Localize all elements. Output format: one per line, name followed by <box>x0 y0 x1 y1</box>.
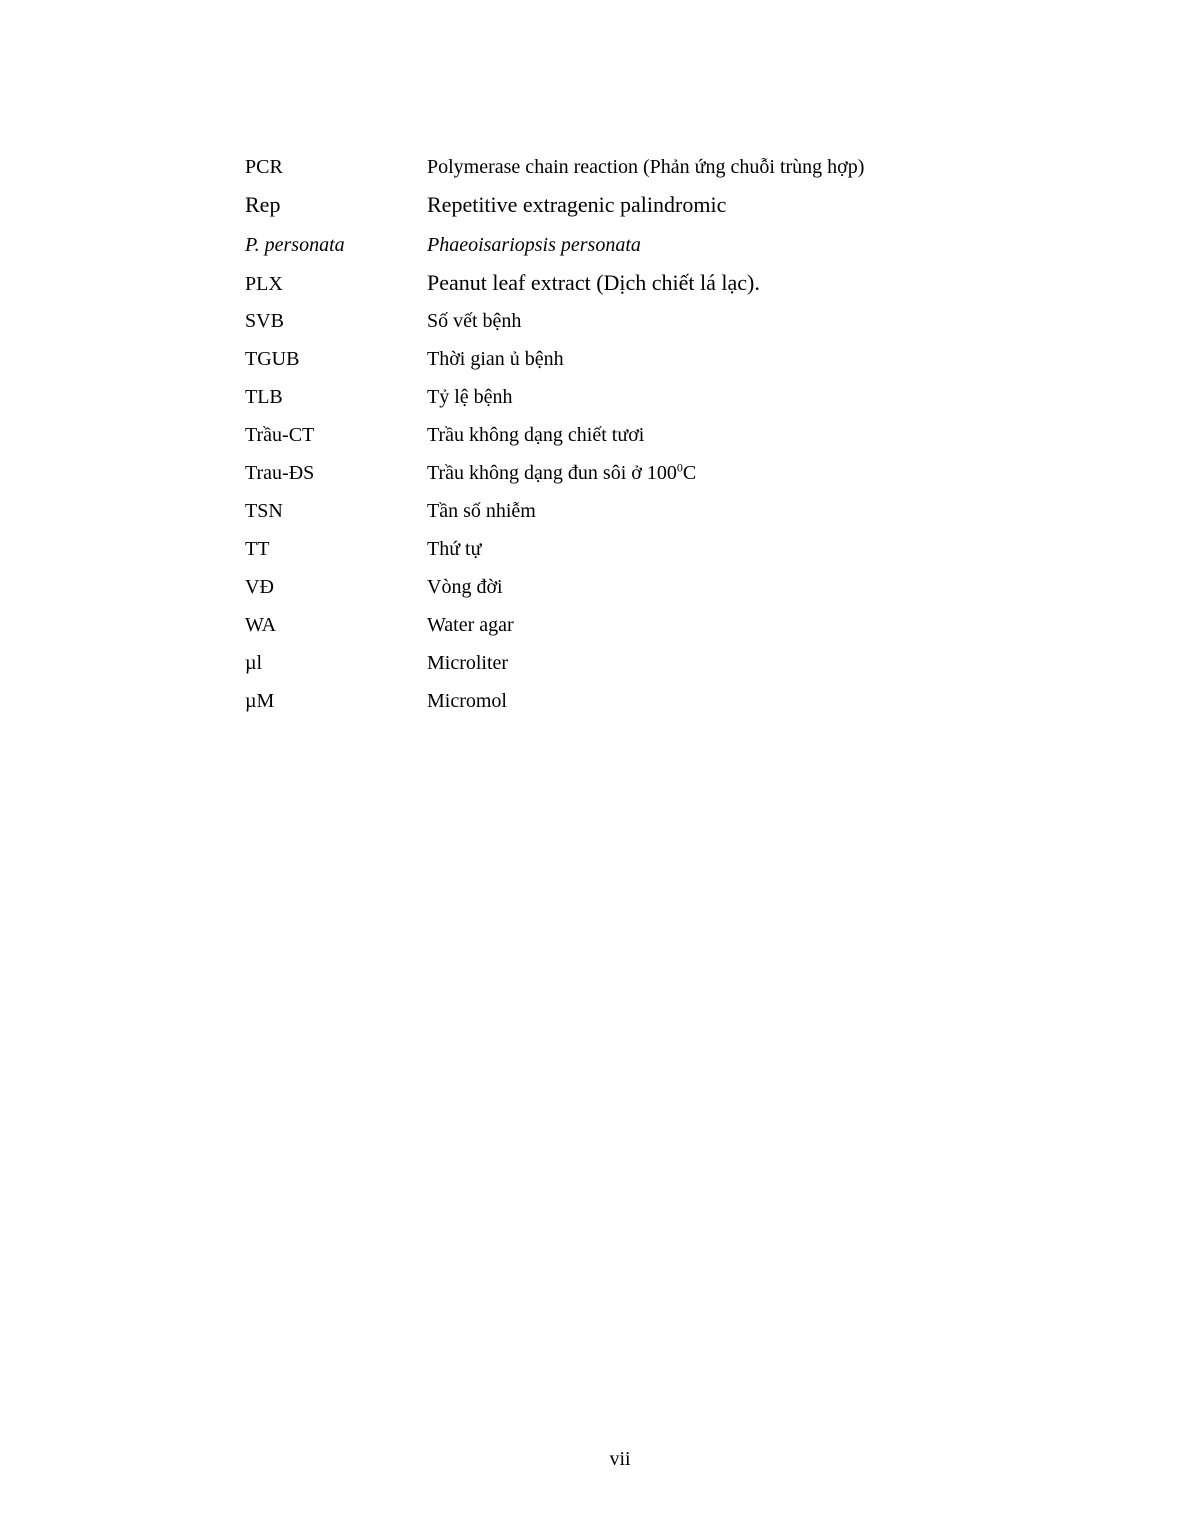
abbreviation-row <box>245 382 945 420</box>
abbreviation-term: µl <box>245 652 263 674</box>
abbreviation-row <box>245 268 945 306</box>
abbreviation-term: TT <box>245 538 270 560</box>
abbreviation-row <box>245 496 945 534</box>
abbreviation-term: PCR <box>245 156 283 178</box>
abbreviation-row <box>245 420 945 458</box>
abbreviation-definition: Tần số nhiễm <box>427 500 536 522</box>
abbreviation-term: PLX <box>245 273 283 295</box>
abbreviation-definition: Thời gian ủ bệnh <box>427 348 564 370</box>
abbreviation-row <box>245 648 945 686</box>
abbreviation-definition: Water agar <box>427 614 514 636</box>
superscript: 0 <box>676 460 683 475</box>
page-number: vii <box>609 1448 631 1470</box>
abbreviation-term: µM <box>245 690 275 712</box>
definition-unit: C <box>682 462 697 484</box>
abbreviation-row <box>245 344 945 382</box>
abbreviation-definition: Microliter <box>427 652 509 674</box>
abbreviation-definition <box>427 458 945 488</box>
abbreviation-definition: Trầu không dạng chiết tươi <box>427 424 645 446</box>
abbreviation-definition: Vòng đời <box>427 576 503 598</box>
abbreviation-term: Trầu-CT <box>245 424 315 446</box>
definition-text: Trầu không dạng đun sôi ở 100 <box>427 462 677 484</box>
abbreviation-term: WA <box>245 614 277 636</box>
abbreviation-row <box>245 230 945 268</box>
abbreviation-term: Rep <box>245 192 281 217</box>
abbreviation-definition: Peanut leaf extract (Dịch chiết lá lạc). <box>427 270 760 295</box>
abbreviation-term: SVB <box>245 310 284 332</box>
abbreviation-definition: Thứ tự <box>427 538 482 560</box>
abbreviation-definition: Số vết bệnh <box>427 310 522 332</box>
abbreviation-row <box>245 534 945 572</box>
abbreviation-row <box>245 458 945 496</box>
abbreviation-definition: Polymerase chain reaction (Phản ứng chuỗi trùng hợp) <box>427 156 865 178</box>
abbreviation-term: TLB <box>245 386 283 408</box>
abbreviation-row <box>245 152 945 190</box>
abbreviation-row <box>245 572 945 610</box>
abbreviation-row <box>245 686 945 724</box>
abbreviation-list <box>245 152 945 724</box>
abbreviation-definition: Phaeoisariopsis personata <box>427 234 641 256</box>
abbreviation-row <box>245 610 945 648</box>
abbreviation-definition: Micromol <box>427 690 507 712</box>
abbreviation-term: VĐ <box>245 576 274 598</box>
abbreviation-term: TSN <box>245 500 283 522</box>
abbreviation-term: Trau-ĐS <box>245 462 315 484</box>
abbreviation-definition: Repetitive extragenic palindromic <box>427 192 727 217</box>
abbreviation-term: TGUB <box>245 348 300 370</box>
abbreviation-term: P. personata <box>245 234 345 256</box>
abbreviation-definition: Tỷ lệ bệnh <box>427 386 513 408</box>
abbreviation-row <box>245 190 945 230</box>
abbreviation-row <box>245 306 945 344</box>
